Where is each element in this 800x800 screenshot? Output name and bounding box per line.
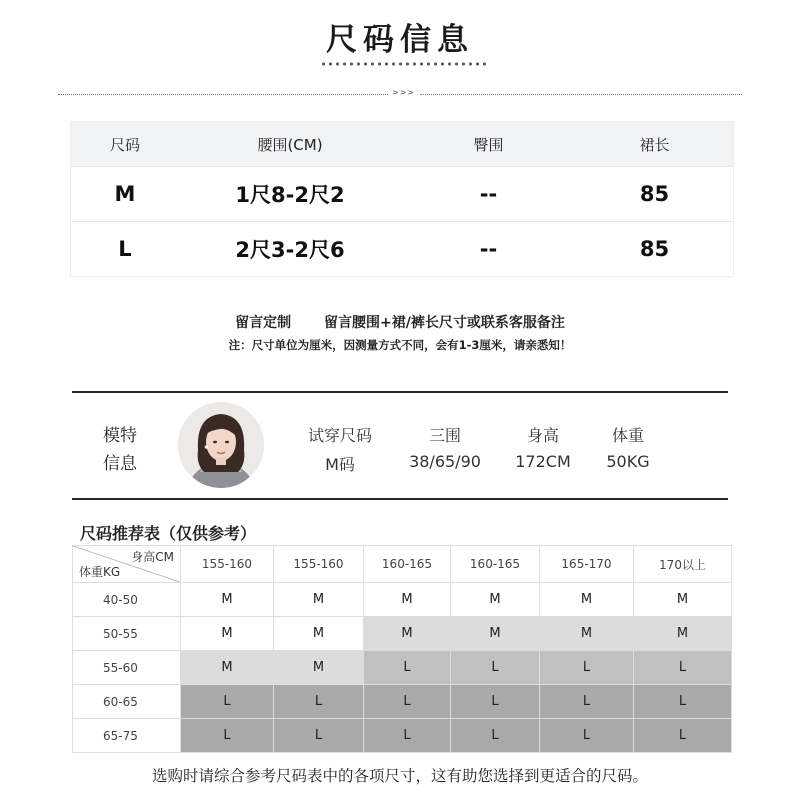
model-label-line2: 信息: [103, 454, 137, 474]
corner-cell: [73, 546, 181, 583]
header-length: 裙长: [639, 135, 670, 154]
size-recommend-cell: M: [540, 617, 634, 651]
size-recommend-cell: L: [540, 719, 634, 753]
size-recommend-cell: M: [451, 583, 540, 617]
corner-height-label: 身高CM: [131, 550, 174, 564]
size-cell: L: [118, 237, 132, 261]
model-col-size: [300, 423, 380, 475]
model-portrait-image: [178, 402, 264, 488]
length-cell: 85: [639, 237, 670, 261]
table-row: [73, 719, 732, 753]
waist-cell: 2尺3-2尺6: [235, 238, 345, 262]
model-col-value: 172CM: [515, 452, 571, 471]
size-recommend-cell: L: [634, 685, 732, 719]
size-recommend-cell: M: [274, 583, 364, 617]
size-recommend-cell: M: [274, 651, 364, 685]
model-col-label: 身高: [526, 426, 559, 445]
recommend-table: [72, 545, 732, 753]
height-header: 160-165: [451, 546, 540, 583]
height-header: 155-160: [181, 546, 274, 583]
arrows-icon: >>>: [392, 88, 416, 97]
model-col-height: [505, 423, 581, 471]
size-recommend-cell: L: [181, 685, 274, 719]
size-recommend-cell: M: [181, 651, 274, 685]
page-title: 尺码信息: [326, 22, 474, 58]
height-header: 170以上: [634, 546, 732, 583]
size-cell: M: [114, 182, 136, 206]
hip-cell: --: [479, 182, 498, 206]
size-recommend-cell: L: [540, 685, 634, 719]
size-recommend-cell: L: [364, 651, 451, 685]
model-bottom-rule: [72, 498, 728, 500]
weight-cell: 60-65: [73, 685, 181, 719]
weight-cell: 65-75: [73, 719, 181, 753]
size-recommend-cell: M: [364, 617, 451, 651]
size-recommend-cell: M: [274, 617, 364, 651]
model-col-weight: [596, 423, 660, 471]
model-col-value: 38/65/90: [409, 452, 481, 471]
recommend-title: 尺码推荐表（仅供参考）: [80, 524, 257, 543]
height-header: 155-160: [274, 546, 364, 583]
title-underline-dots: [320, 62, 490, 66]
weight-cell: 50-55: [73, 617, 181, 651]
size-recommend-cell: L: [451, 719, 540, 753]
model-col-bust: [400, 423, 490, 471]
table-row: [71, 221, 733, 276]
size-recommend-cell: L: [451, 685, 540, 719]
measure-note: 注：尺寸单位为厘米，因测量方式不同，会有1-3厘米，请亲悉知！: [228, 338, 572, 352]
size-recommend-cell: L: [274, 719, 364, 753]
size-recommend-cell: L: [181, 719, 274, 753]
custom-text: 留言腰围+裙/裤长尺寸或联系客服备注: [324, 315, 565, 331]
height-header: 160-165: [364, 546, 451, 583]
divider-right: [420, 94, 742, 96]
table-row: [71, 166, 733, 221]
size-recommend-cell: M: [181, 617, 274, 651]
bottom-note: 选购时请综合参考尺码表中的各项尺寸，这有助您选择到更适合的尺码。: [151, 767, 648, 785]
height-header: 165-170: [540, 546, 634, 583]
size-recommend-cell: M: [364, 583, 451, 617]
size-recommend-cell: M: [634, 583, 732, 617]
waist-cell: 1尺8-2尺2: [235, 183, 345, 207]
size-table-header: [71, 122, 733, 166]
weight-cell: 40-50: [73, 583, 181, 617]
corner-weight-label: 体重KG: [79, 565, 121, 579]
custom-label: 留言定制: [235, 315, 292, 331]
model-col-label: 三围: [428, 426, 461, 445]
model-avatar: [178, 402, 264, 488]
size-recommend-cell: M: [181, 583, 274, 617]
size-recommend-cell: L: [634, 651, 732, 685]
size-recommend-cell: M: [451, 617, 540, 651]
model-col-label: 试穿尺码: [307, 426, 372, 445]
header-size: 尺码: [109, 135, 140, 154]
length-cell: 85: [639, 182, 670, 206]
size-recommend-cell: L: [540, 651, 634, 685]
model-col-label: 体重: [611, 426, 644, 445]
header-waist: 腰围(CM): [257, 135, 323, 154]
size-info-table: [70, 121, 734, 277]
size-recommend-cell: M: [540, 583, 634, 617]
divider-left: [58, 94, 388, 96]
model-label-line1: 模特: [103, 426, 137, 446]
custom-note: [0, 312, 800, 332]
table-row: [73, 685, 732, 719]
model-top-rule: [72, 391, 728, 393]
header-hip: 臀围: [473, 135, 504, 154]
size-recommend-cell: M: [634, 617, 732, 651]
weight-cell: 55-60: [73, 651, 181, 685]
hip-cell: --: [479, 237, 498, 261]
model-col-value: M码: [325, 455, 355, 474]
recommend-header-row: [73, 546, 732, 583]
table-row: [73, 651, 732, 685]
table-row: [73, 583, 732, 617]
size-recommend-cell: L: [451, 651, 540, 685]
size-recommend-cell: L: [364, 685, 451, 719]
model-col-value: 50KG: [606, 452, 650, 471]
size-recommend-cell: L: [274, 685, 364, 719]
size-recommend-cell: L: [364, 719, 451, 753]
size-recommend-cell: L: [634, 719, 732, 753]
table-row: [73, 617, 732, 651]
